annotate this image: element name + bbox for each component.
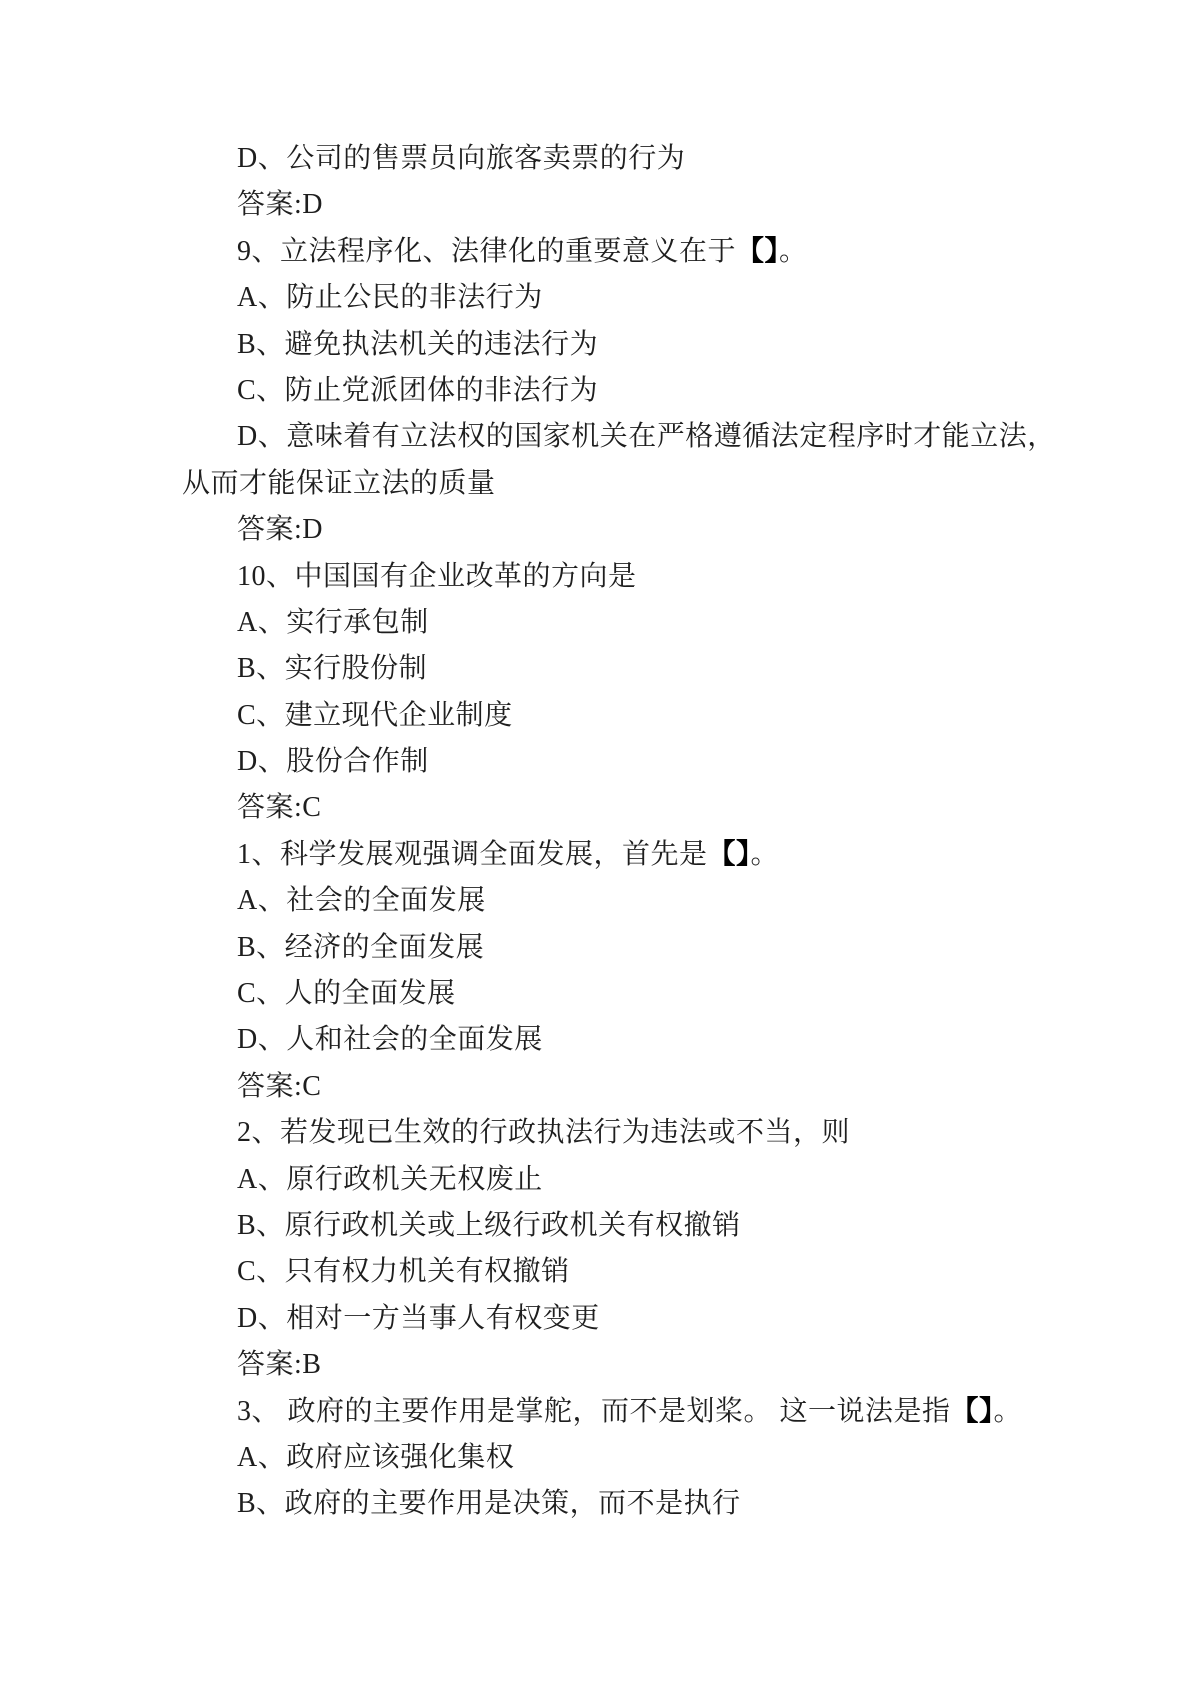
- document-line-option-continuation: 从而才能保证立法的质量: [182, 467, 496, 499]
- document-line-option: B、政府的主要作用是决策，而不是执行: [237, 1488, 741, 1520]
- document-line-option: A、社会的全面发展: [237, 885, 486, 917]
- answer-blank: 【】: [707, 838, 751, 870]
- document-line-option: C、建立现代企业制度: [237, 699, 513, 731]
- document-line-option: D、意味着有立法权的国家机关在严格遵循法定程序时才能立法，: [237, 421, 1056, 453]
- document-line-option: B、经济的全面发展: [237, 931, 485, 963]
- document-line-option: C、防止党派团体的非法行为: [237, 374, 599, 406]
- document-line-option: A、实行承包制: [237, 606, 429, 638]
- document-line-option: A、原行政机关无权废止: [237, 1163, 543, 1195]
- document-line-option: A、政府应该强化集权: [237, 1441, 515, 1473]
- answer-blank: 【】: [950, 1395, 994, 1427]
- document-line-answer: 答案:B: [237, 1349, 322, 1381]
- document-line-question: 1、科学发展观强调全面发展，首先是【】。: [237, 838, 780, 870]
- document-line-option: B、避免执法机关的违法行为: [237, 328, 599, 360]
- document-line-option: A、防止公民的非法行为: [237, 282, 543, 314]
- document-line-option: C、人的全面发展: [237, 978, 456, 1010]
- document-line-option: D、股份合作制: [237, 746, 429, 778]
- document-line-option: D、公司的售票员向旅客卖票的行为: [237, 143, 686, 174]
- document-line-answer: 答案:D: [237, 514, 324, 546]
- document-body: [182, 136, 1056, 1528]
- answer-blank: 【】: [736, 235, 780, 267]
- document-line-option: C、只有权力机关有权撤销: [237, 1256, 570, 1288]
- document-line-option: D、人和社会的全面发展: [237, 1024, 543, 1056]
- document-line-answer: 答案:C: [237, 792, 322, 824]
- document-line-option: B、实行股份制: [237, 653, 428, 685]
- document-line-question: 9、立法程序化、法律化的重要意义在于【】。: [237, 235, 808, 267]
- document-line-answer: 答案:C: [237, 1070, 322, 1102]
- document-line-question: 3、 政府的主要作用是掌舵，而不是划桨。 这一说法是指【】。: [237, 1395, 1023, 1427]
- document-line-option: B、原行政机关或上级行政机关有权撤销: [237, 1209, 741, 1241]
- document-line-question: 10、中国国有企业改革的方向是: [237, 560, 637, 592]
- document-line-option: D、相对一方当事人有权变更: [237, 1302, 600, 1334]
- document-line-question: 2、若发现已生效的行政执法行为违法或不当，则: [237, 1117, 851, 1149]
- document-line-answer: 答案:D: [237, 189, 324, 221]
